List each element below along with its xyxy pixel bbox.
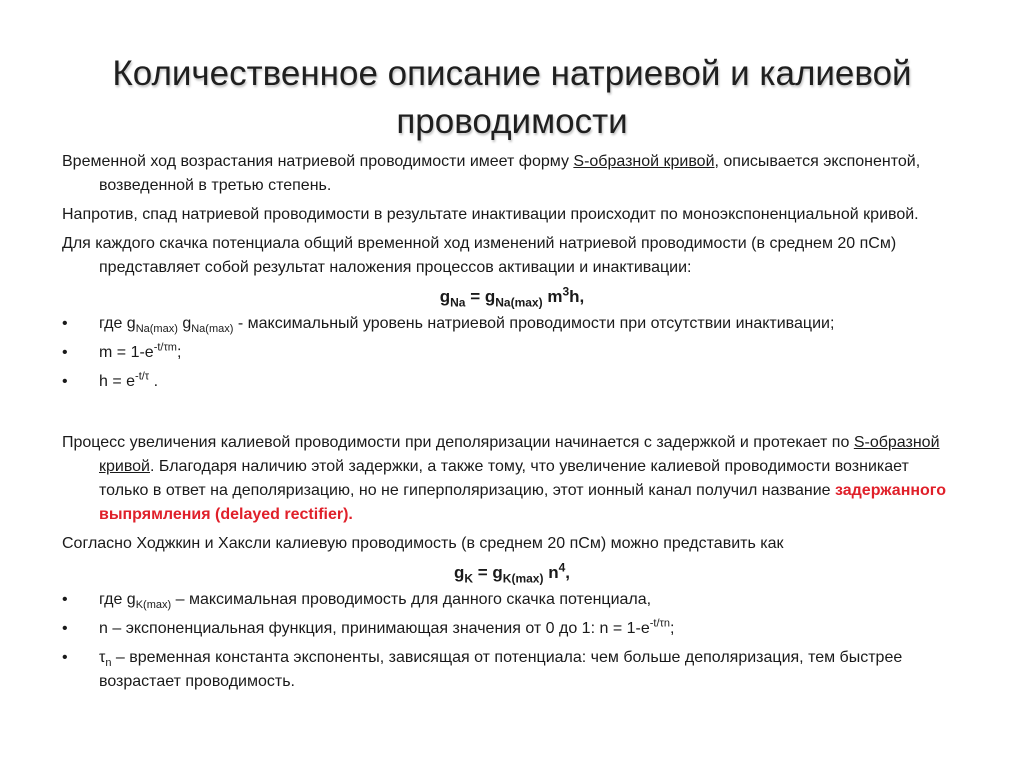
slide-body — [62, 150, 962, 699]
superscript: -t/τn — [649, 617, 670, 630]
bullet-icon: • — [62, 315, 68, 332]
symbol: n — [543, 563, 559, 582]
bullet-k-max — [62, 588, 962, 612]
title-line-1: Количественное описание натриевой и калиевой — [112, 54, 912, 93]
bullet-n — [62, 617, 962, 641]
subscript: Na — [450, 295, 466, 310]
paragraph-hodgkin-huxley: Согласно Ходжкин и Хаксли калиевую проводимость (в среднем 20 пСм) можно представить как — [62, 535, 784, 552]
paragraph-sodium-rise — [62, 150, 962, 198]
delayed-rectifier-highlight: задержанного выпрямления (delayed rectifier). — [99, 482, 947, 523]
text: – максимальная проводимость для данного скачка потенциала, — [171, 591, 652, 608]
subscript: Na(max) — [135, 323, 178, 336]
symbol: g — [453, 563, 465, 582]
bullet-icon: • — [62, 344, 68, 361]
text: ; — [669, 620, 675, 637]
symbol: = g — [473, 563, 503, 582]
paragraph-sodium-total: Для каждого скачка потенциала общий временной ход изменений натриевой проводимости (в среднем 20 пСм) представляет собой результат наложения процессов активации и инактивации: — [62, 235, 897, 276]
text: - максимальный уровень натриевой проводимости при отсутствии инактивации; — [233, 315, 835, 332]
subscript: K — [464, 571, 474, 586]
text: g — [177, 315, 192, 332]
bullet-icon: • — [62, 620, 68, 637]
subscript: n — [105, 657, 112, 670]
bullet-h — [62, 370, 962, 394]
bullet-icon: • — [62, 591, 68, 608]
text: . — [149, 373, 159, 390]
text: τ — [99, 649, 106, 666]
text: где g — [99, 315, 136, 332]
superscript: -t/τm — [153, 341, 177, 354]
subscript: K(max) — [502, 571, 544, 586]
subscript: K(max) — [135, 599, 172, 612]
text: Временной ход возрастания натриевой проводимости имеет форму — [62, 153, 574, 170]
subscript: Na(max) — [191, 323, 234, 336]
text: m = 1-e — [99, 344, 154, 361]
superscript: 3 — [562, 284, 570, 299]
bullet-na-max — [62, 312, 962, 336]
symbol: = g — [465, 287, 496, 306]
symbol: m — [542, 287, 563, 306]
formula-potassium — [62, 561, 962, 585]
text: . Благодаря наличию этой задержки, а также тому, что увеличение калиевой проводимости возникает только в ответ на деполяризацию, но не гиперполяризацию, этот ионный канал получил название — [99, 458, 909, 499]
text: ; — [176, 344, 182, 361]
superscript: 4 — [558, 560, 566, 575]
bullet-icon: • — [62, 649, 68, 666]
text: n – экспоненциальная функция, принимающая значения от 0 до 1: n = 1-e — [99, 620, 650, 637]
symbol: h, — [569, 287, 585, 306]
text: , описывается экспонентой, возведенной в третью степень. — [99, 153, 921, 194]
paragraph-potassium — [62, 431, 962, 527]
symbol: , — [565, 563, 571, 582]
slide-title — [60, 50, 964, 146]
formula-sodium — [62, 285, 962, 309]
symbol: g — [439, 287, 451, 306]
text: h = e — [99, 373, 136, 390]
paragraph-sodium-decay: Напротив, спад натриевой проводимости в результате инактивации происходит по моноэкспоненциальной кривой. — [62, 206, 919, 223]
text: где g — [99, 591, 136, 608]
s-curve-link: S-образной кривой — [99, 434, 940, 475]
spacer — [62, 399, 962, 431]
text: Процесс увеличения калиевой проводимости при деполяризации начинается с задержкой и протекает по — [62, 434, 854, 451]
bullet-m — [62, 341, 962, 365]
s-curve-link: S-образной кривой — [573, 153, 715, 170]
text: – временная константа экспоненты, зависящая от потенциала: чем больше деполяризация, тем быстрее возрастает проводимость. — [99, 649, 903, 690]
bullet-tau — [62, 646, 962, 694]
subscript: Na(max) — [495, 295, 543, 310]
superscript: -t/τ — [135, 370, 150, 383]
bullet-icon: • — [62, 373, 68, 390]
title-line-2: проводимости — [396, 102, 628, 141]
